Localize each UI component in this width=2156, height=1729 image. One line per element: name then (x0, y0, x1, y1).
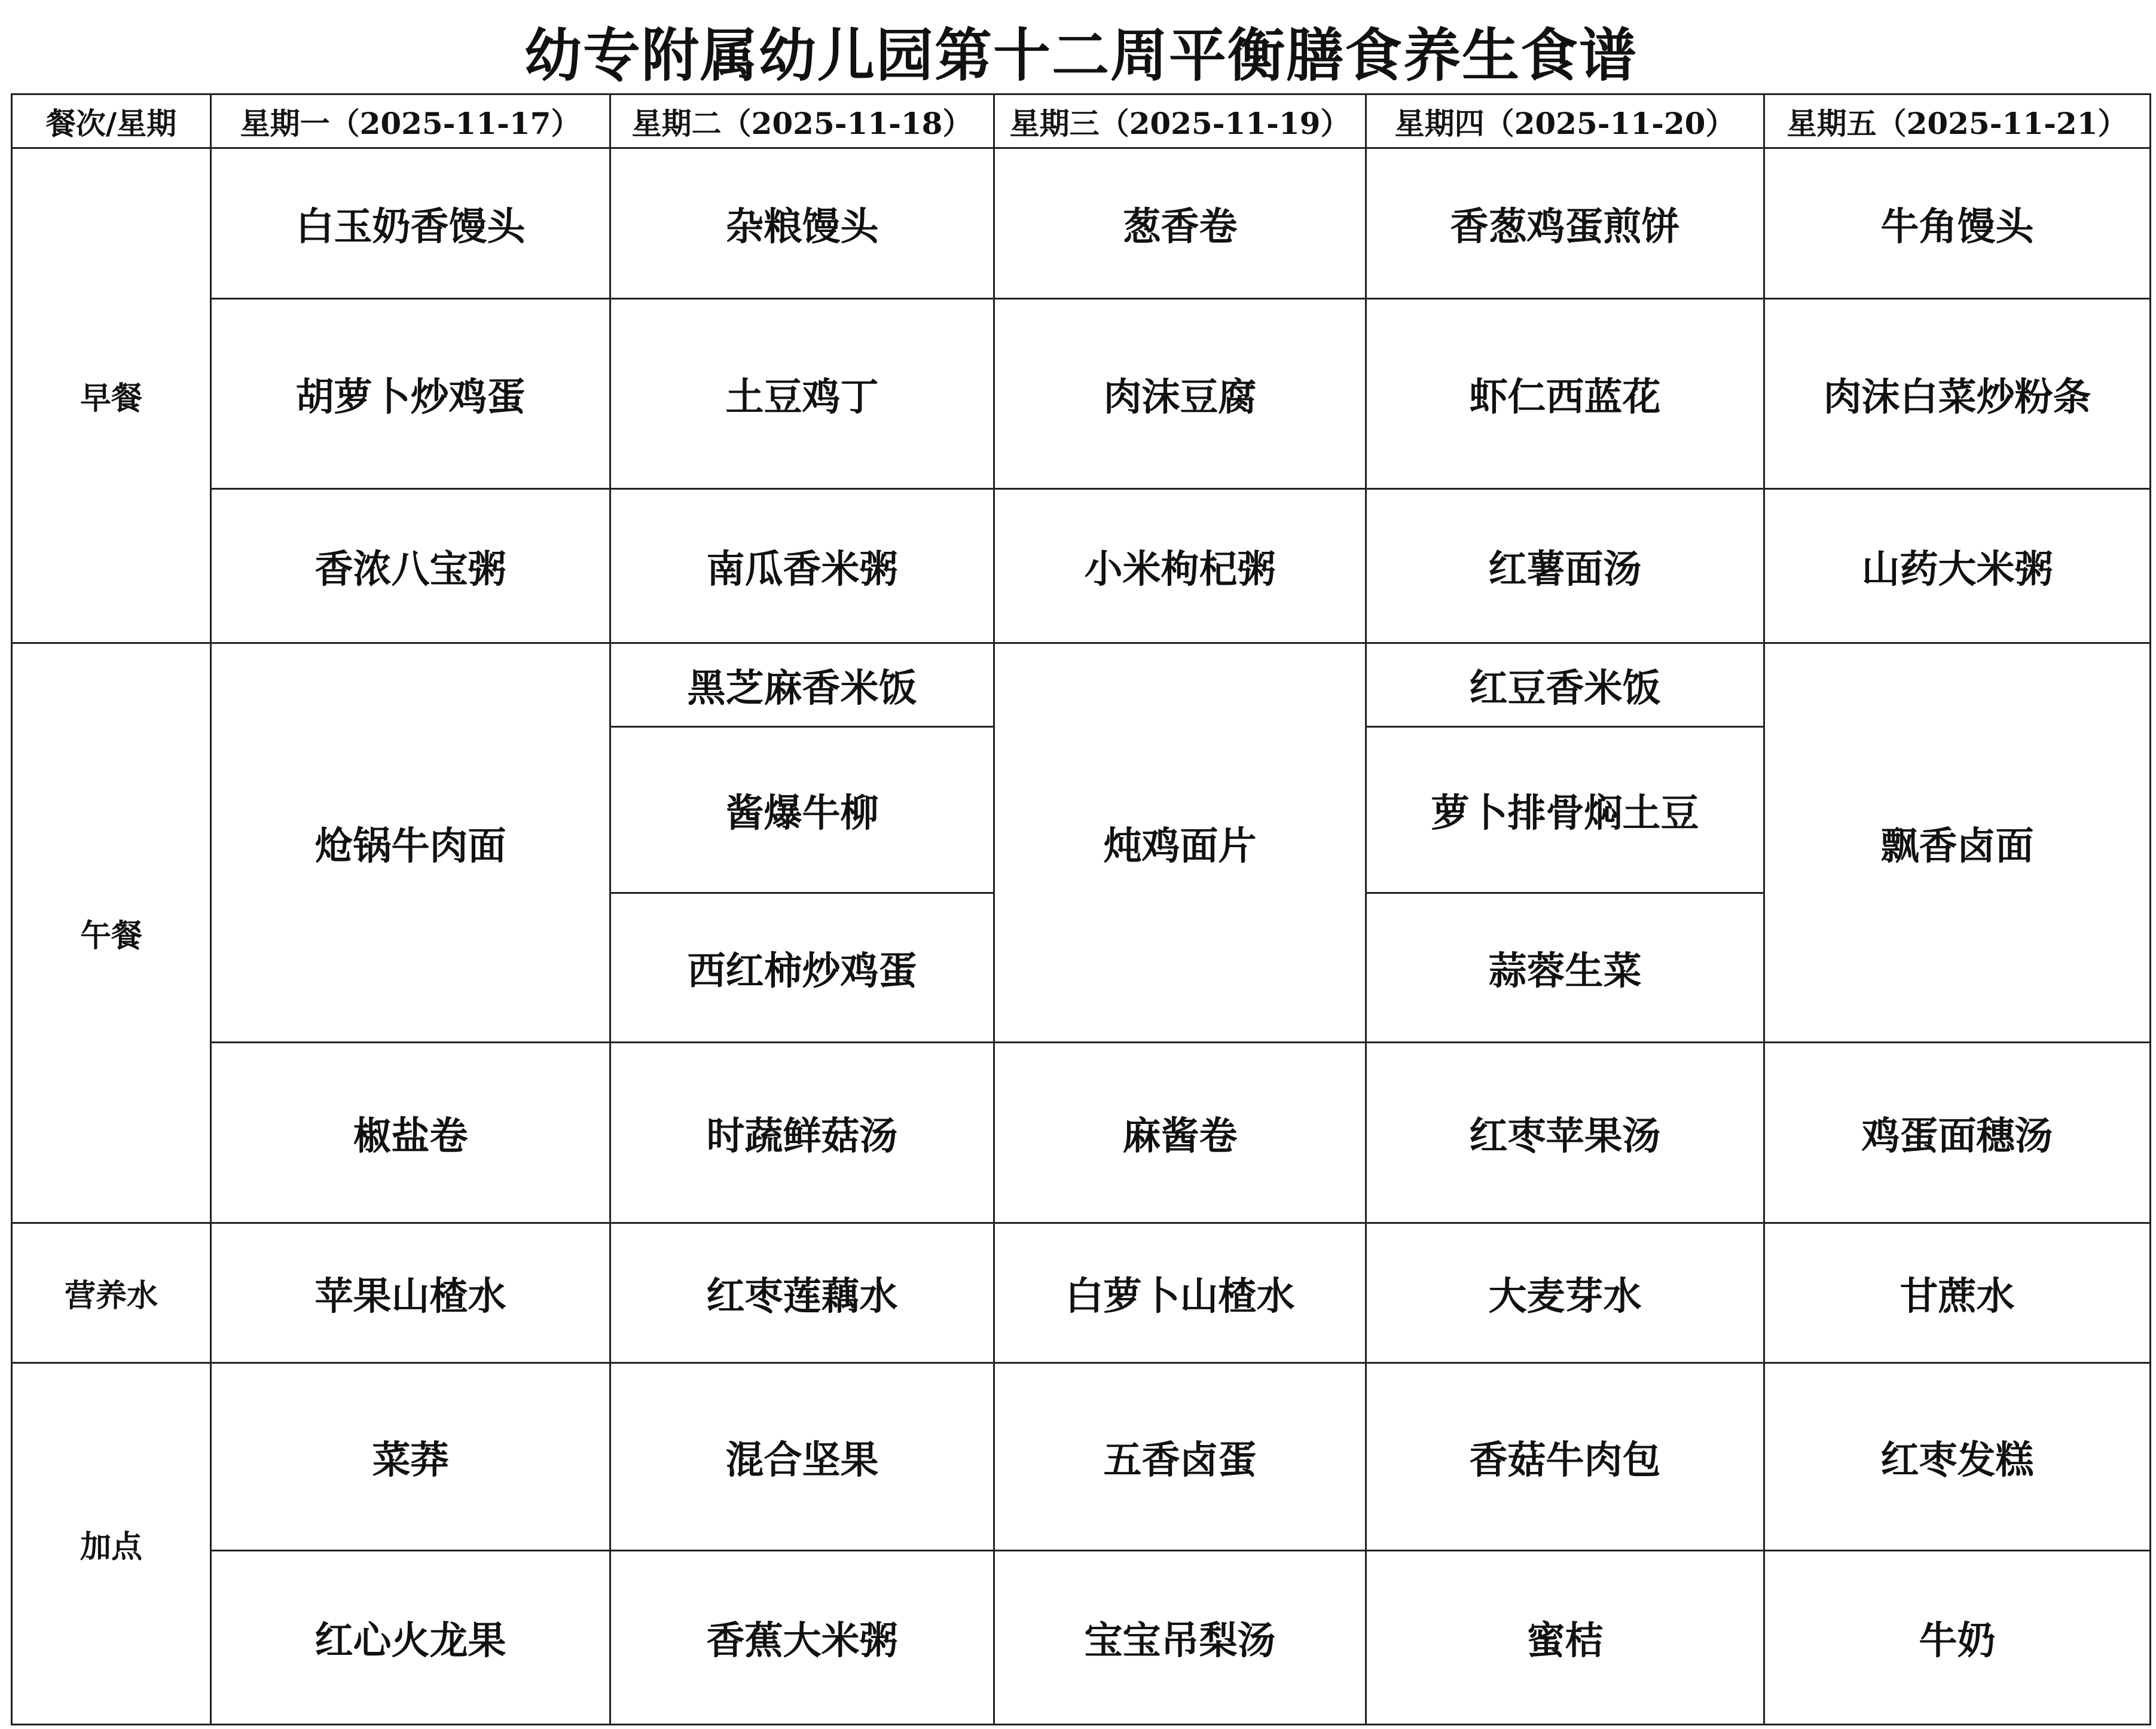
water-thu: 大麦芽水 (1367, 1224, 1765, 1364)
day-header-thu: 星期四（2025-11-20） (1367, 95, 1765, 149)
meal-label-breakfast: 早餐 (13, 149, 212, 644)
breakfast-tue-3: 南瓜香米粥 (611, 490, 995, 644)
lunch-tue-dish-2: 西红柿炒鸡蛋 (611, 894, 995, 1043)
page-title: 幼专附属幼儿园第十二周平衡膳食养生食谱 (524, 22, 1638, 89)
breakfast-mon-2: 胡萝卜炒鸡蛋 (212, 300, 611, 490)
lunch-tue-rice: 黑芝麻香米饭 (611, 644, 995, 728)
lunch-thu-dish-2: 蒜蓉生菜 (1367, 894, 1765, 1043)
day-header-fri: 星期五（2025-11-21） (1765, 95, 2149, 149)
meal-label-lunch: 午餐 (13, 644, 212, 1224)
lunch-wed-side: 麻酱卷 (995, 1043, 1367, 1224)
day-header-mon: 星期一（2025-11-17） (212, 95, 611, 149)
breakfast-mon-1: 白玉奶香馒头 (212, 149, 611, 300)
menu-sheet (11, 8, 2151, 1725)
breakfast-tue-2: 土豆鸡丁 (611, 300, 995, 490)
day-header-tue: 星期二（2025-11-18） (611, 95, 995, 149)
corner-header: 餐次/星期 (13, 95, 212, 149)
breakfast-thu-2: 虾仁西蓝花 (1367, 300, 1765, 490)
lunch-wed-main: 炖鸡面片 (995, 644, 1367, 1043)
breakfast-wed-2: 肉沫豆腐 (995, 300, 1367, 490)
lunch-thu-dish-1: 萝卜排骨焖土豆 (1367, 728, 1765, 894)
snack-tue-2: 香蕉大米粥 (611, 1551, 995, 1724)
lunch-thu-side: 红枣苹果汤 (1367, 1043, 1765, 1224)
lunch-thu-rice: 红豆香米饭 (1367, 644, 1765, 728)
breakfast-thu-1: 香葱鸡蛋煎饼 (1367, 149, 1765, 300)
breakfast-fri-3: 山药大米粥 (1765, 490, 2149, 644)
water-wed: 白萝卜山楂水 (995, 1224, 1367, 1364)
breakfast-thu-3: 红薯面汤 (1367, 490, 1765, 644)
snack-mon-2: 红心火龙果 (212, 1551, 611, 1724)
breakfast-wed-1: 葱香卷 (995, 149, 1367, 300)
lunch-fri-main: 飘香卤面 (1765, 644, 2149, 1043)
snack-thu-1: 香菇牛肉包 (1367, 1364, 1765, 1551)
snack-wed-2: 宝宝吊梨汤 (995, 1551, 1367, 1724)
lunch-fri-side: 鸡蛋面穗汤 (1765, 1043, 2149, 1224)
breakfast-mon-3: 香浓八宝粥 (212, 490, 611, 644)
lunch-tue-side: 时蔬鲜菇汤 (611, 1043, 995, 1224)
meal-label-water: 营养水 (13, 1224, 212, 1364)
water-fri: 甘蔗水 (1765, 1224, 2149, 1364)
day-header-wed: 星期三（2025-11-19） (995, 95, 1367, 149)
water-mon: 苹果山楂水 (212, 1224, 611, 1364)
meal-label-snack: 加点 (13, 1364, 212, 1724)
snack-thu-2: 蜜桔 (1367, 1551, 1765, 1724)
breakfast-fri-1: 牛角馒头 (1765, 149, 2149, 300)
snack-wed-1: 五香卤蛋 (995, 1364, 1367, 1551)
breakfast-fri-2: 肉沫白菜炒粉条 (1765, 300, 2149, 490)
snack-tue-1: 混合坚果 (611, 1364, 995, 1551)
breakfast-tue-1: 杂粮馒头 (611, 149, 995, 300)
breakfast-wed-3: 小米枸杞粥 (995, 490, 1367, 644)
snack-fri-2: 牛奶 (1919, 1618, 1996, 1663)
water-tue: 红枣莲藕水 (611, 1224, 995, 1364)
lunch-mon-main: 炝锅牛肉面 (212, 644, 611, 1043)
snack-mon-1: 菜莽 (212, 1364, 611, 1551)
snack-fri-1: 红枣发糕 (1765, 1364, 2149, 1551)
lunch-mon-side: 椒盐卷 (212, 1043, 611, 1224)
menu-table (11, 93, 2151, 1725)
lunch-tue-dish-1: 酱爆牛柳 (611, 728, 995, 894)
